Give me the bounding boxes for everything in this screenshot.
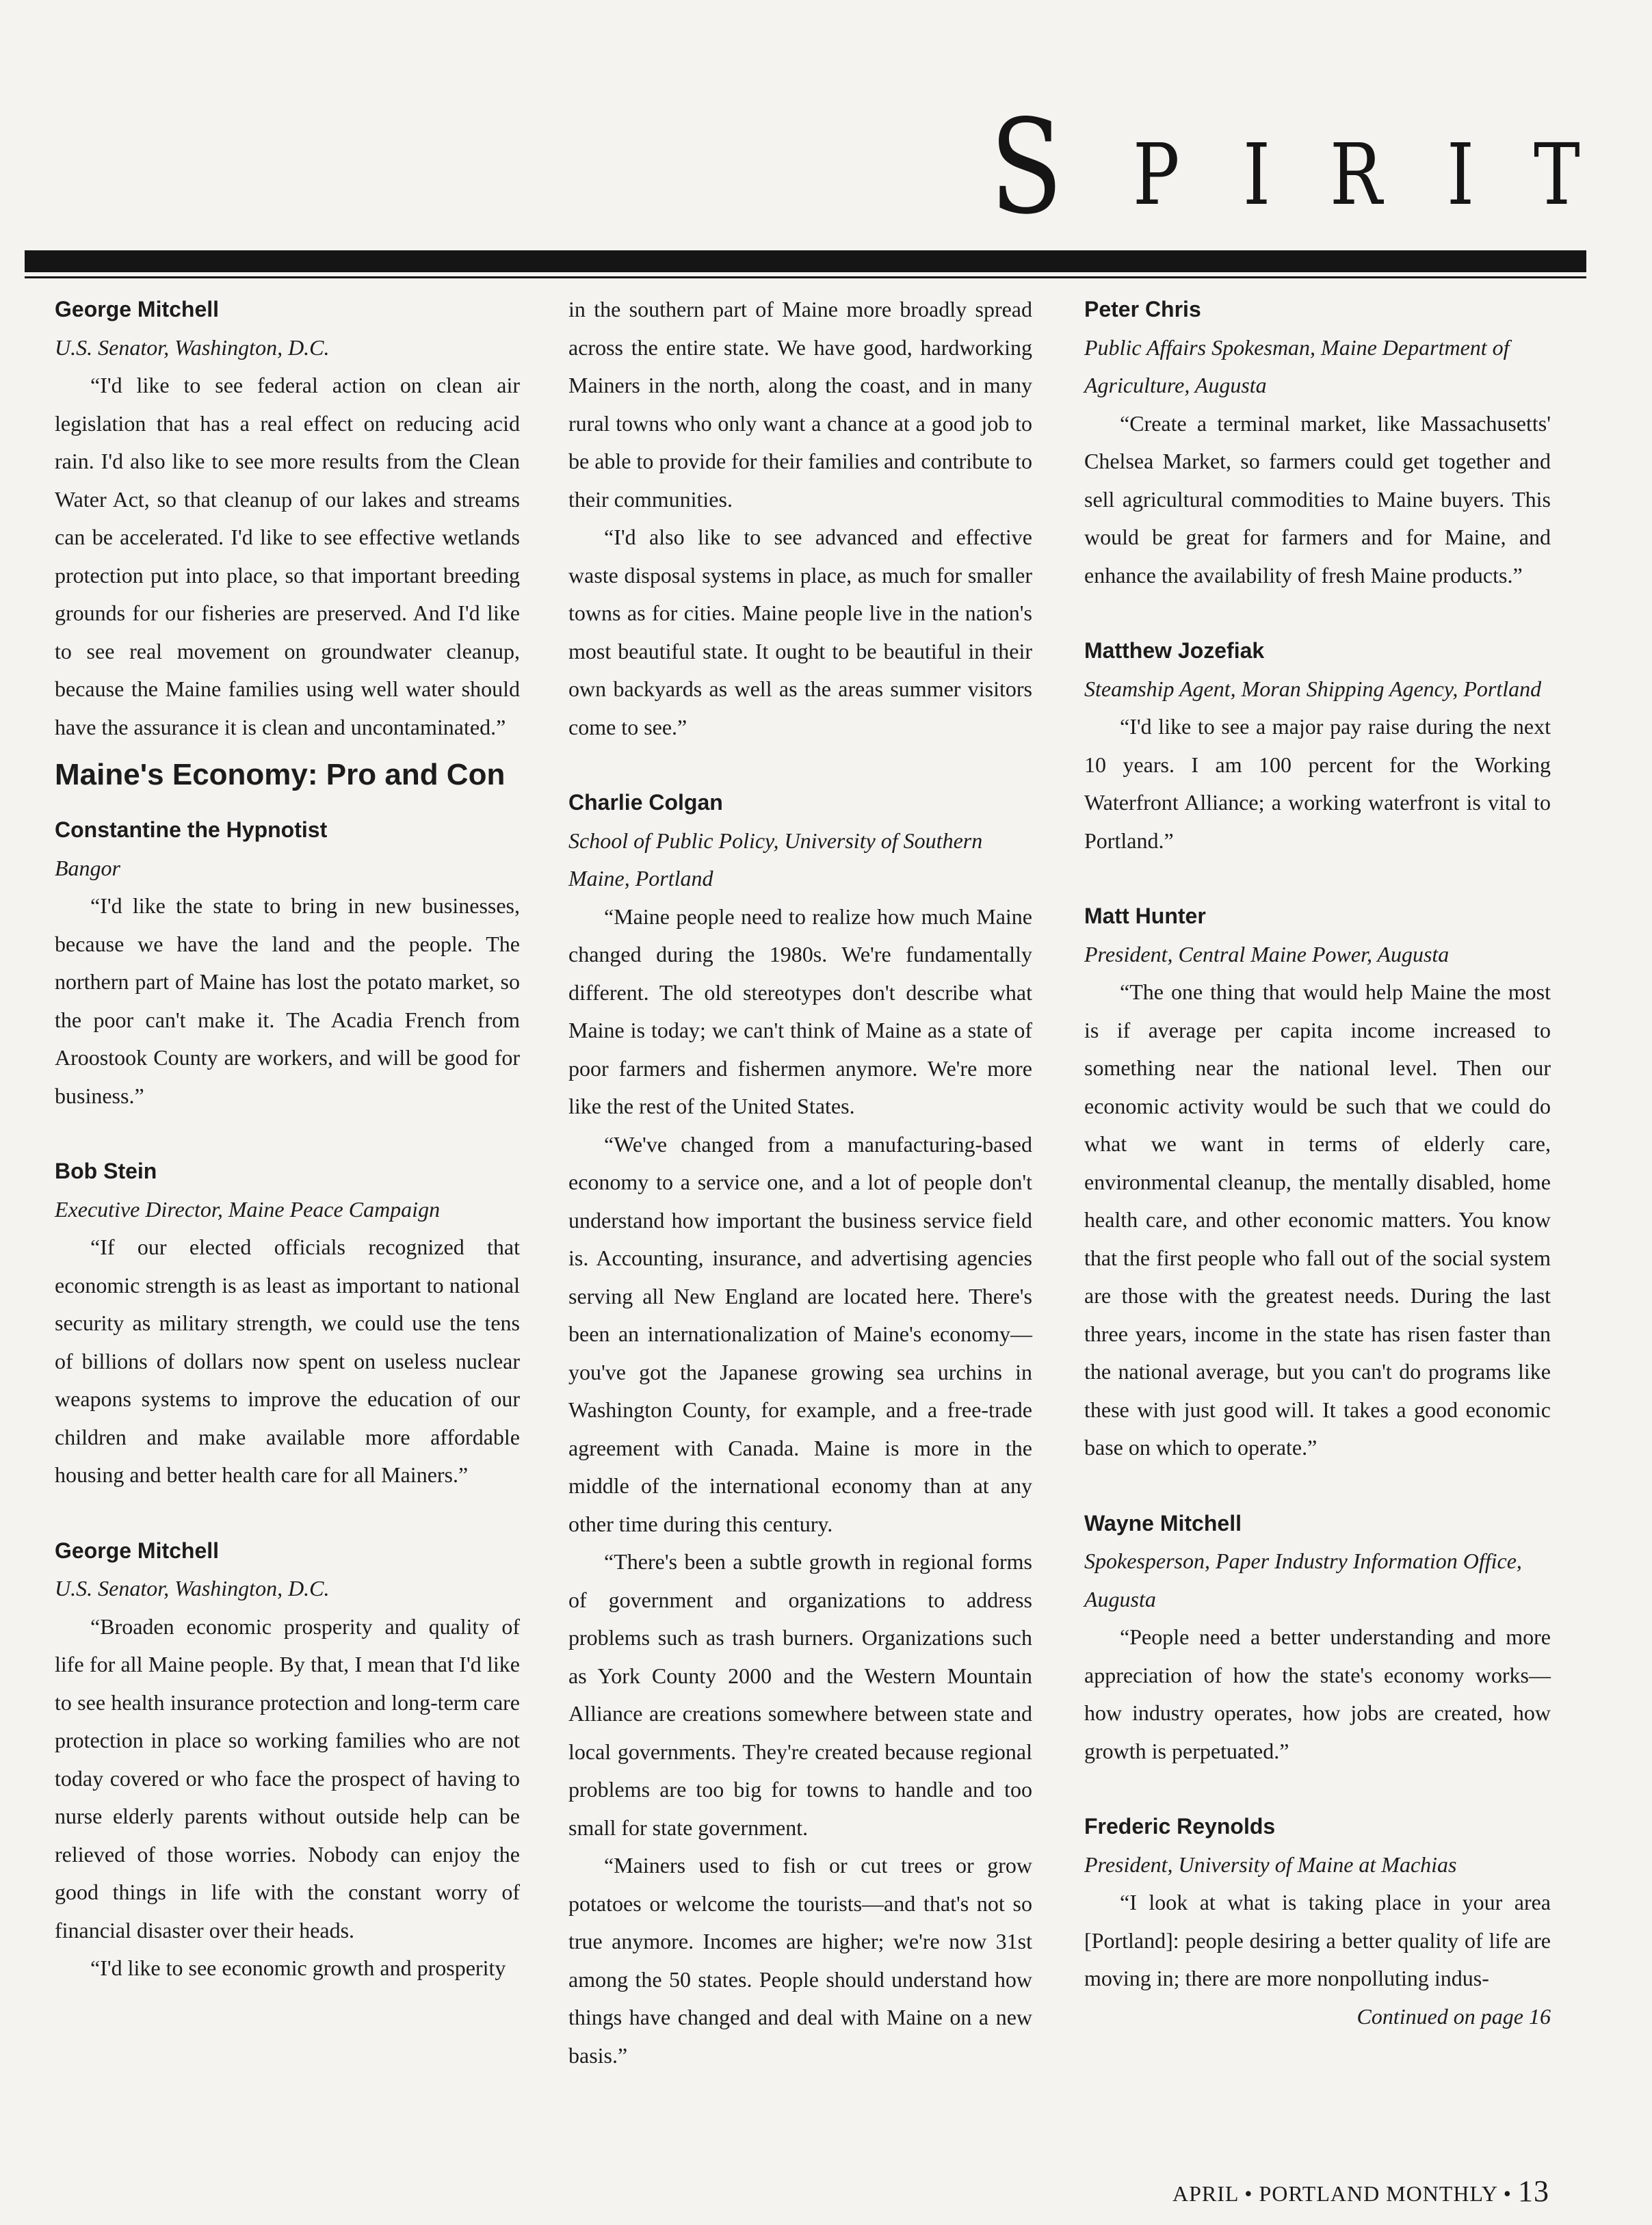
heading-letter: R xyxy=(1329,126,1382,224)
contributor-quote: “We've changed from a manufacturing-based economy to a service one, and a lot of people don't understand how important the business service field is. Accounting, insurance, and advertising agencies serving all New England are located here. There's been an internationalization of Maine's economy—you've got the Japanese growing sea urchins in Washington County, for example, and a free-trade agreement with Canada. Maine is more in the middle of the international economy than at any other time during this century. xyxy=(568,1131,1032,1536)
contributor-role: School of Public Policy, University of Southern Maine, Portland xyxy=(568,828,983,891)
contributor-name: George Mitchell xyxy=(55,1538,220,1563)
contributor-role: U.S. Senator, Washington, D.C. xyxy=(55,334,330,360)
heading-letter: T xyxy=(1534,126,1581,224)
footer-bullet: • xyxy=(1244,2181,1253,2206)
heading-letter: I xyxy=(1447,126,1475,224)
continued-on-page: Continued on page 16 xyxy=(1356,2003,1551,2029)
contributor-role: Spokesperson, Paper Industry Information Office, Augusta xyxy=(1084,1549,1522,1611)
column-2 xyxy=(568,291,1032,2075)
contributor-quote: “I'd also like to see advanced and effective waste disposal systems in place, as much for smaller towns as for cities. Maine people live in the nation's most beautiful state. It ought to be beautiful in their own backyards as well as the areas summer visitors come to see.” xyxy=(568,525,1032,739)
contributor-quote: “Maine people need to realize how much Maine changed during the 1980s. We're fundamentally different. The old stereotypes don't describe what Maine is today; we can't think of Maine as a state of poor farmers and fishermen anymore. We're more like the rest of the United States. xyxy=(568,904,1032,1118)
header-rule-thin xyxy=(25,276,1586,278)
contributor-name: Matthew Jozefiak xyxy=(1084,638,1265,663)
contributor-quote: “If our elected officials recognized that economic strength is as least as important to national security as military strength, we could use the tens of billions of dollars now spent on useless nuclear weapons systems to improve the education of our children and make available more affordable housing and better health care for all Mainers.” xyxy=(55,1235,520,1487)
heading-letter: I xyxy=(1242,126,1271,224)
contributor-name: Wayne Mitchell xyxy=(1084,1510,1242,1536)
contributor-role: Bangor xyxy=(55,855,120,880)
contributor-role: Steamship Agent, Moran Shipping Agency, Portland xyxy=(1084,676,1542,701)
contributor-quote: “The one thing that would help Maine the most is if average per capita income increased to something near the national level. Then our economic activity would be such that we could do what we want in terms of elderly care, environmental cleanup, the mentally disabled, home health care, and other economic matters. You know that the first people who fall out of the social system are those with the greatest needs. During the last three years, income in the state has risen faster than the national average, but you can't do programs like these with just good will. It takes a good economic base on which to operate.” xyxy=(1084,979,1551,1460)
contributor-quote: “Create a terminal market, like Massachusetts' Chelsea Market, so farmers could get together and sell agricultural commodities to Maine buyers. This would be great for farmers and for Maine, and enhance the availability of fresh Maine products.” xyxy=(1084,410,1551,588)
contributor-quote: “I'd like to see economic growth and prosperity xyxy=(90,1956,506,1980)
page-footer xyxy=(1172,2174,1549,2209)
contributor-role: Executive Director, Maine Peace Campaign xyxy=(55,1196,441,1222)
contributor-role: Public Affairs Spokesman, Maine Department of Agriculture, Augusta xyxy=(1084,334,1510,397)
contributor-quote: “I'd like to see federal action on clean air legislation that has a real effect on reducing acid rain. I'd also like to see more results from the Clean Water Act, so that cleanup of our lakes and streams can be accelerated. I'd like to see effective wetlands protection put into place, so that important breeding grounds for our fisheries are preserved. And I'd like to see real movement on groundwater cleanup, because the Maine families using well water should have the assurance it is clean and uncontaminated.” xyxy=(55,373,520,739)
footer-month: APRIL xyxy=(1172,2181,1239,2206)
section-heading: Maine's Economy: Pro and Con xyxy=(55,758,506,791)
contributor-name: Constantine the Hypnotist xyxy=(55,817,328,842)
page-heading-spirit xyxy=(990,92,1590,243)
heading-letter: S xyxy=(990,92,1064,243)
contributor-role: U.S. Senator, Washington, D.C. xyxy=(55,1576,330,1601)
contributor-name: Frederic Reynolds xyxy=(1084,1814,1276,1839)
contributor-name: Charlie Colgan xyxy=(568,790,723,815)
header-rule-thick xyxy=(25,250,1586,272)
footer-bullet: • xyxy=(1503,2181,1512,2206)
page-number: 13 xyxy=(1518,2174,1549,2208)
contributor-name: Bob Stein xyxy=(55,1159,157,1183)
contributor-quote: “Broaden economic prosperity and quality of life for all Maine people. By that, I mean that I'd like to see health insurance protection and long-term care protection in place so working families who are not today covered or who face the prospect of having to nurse elderly parents without outside help can be relieved of those worries. Nobody can enjoy the good things in life with the constant worry of financial disaster over their heads. xyxy=(55,1614,520,1943)
column-1 xyxy=(55,291,520,1988)
contributor-quote: “Mainers used to fish or cut trees or grow potatoes or welcome the tourists—and that's not so true anymore. Incomes are higher; we're now 31st among the 50 states. People should understand how things have changed and deal with Maine on a new basis.” xyxy=(568,1853,1032,2068)
heading-letter: P xyxy=(1132,126,1179,224)
contributor-quote: “I'd like to see a major pay raise during the next 10 years. I am 100 percent for the Working Waterfront Alliance; a working waterfront is vital to Portland.” xyxy=(1084,714,1551,853)
footer-publication: PORTLAND MONTHLY xyxy=(1259,2181,1497,2206)
continued-text: in the southern part of Maine more broadly spread across the entire state. We have good, hardworking Mainers in the north, along the coast, and in many rural towns who only want a chance at a good job to be able to provide for their families and contribute to their communities. xyxy=(568,297,1032,512)
contributor-quote: “People need a better understanding and more appreciation of how the state's economy works—how industry operates, how jobs are created, how growth is perpetuated.” xyxy=(1084,1624,1551,1763)
contributor-quote: “I look at what is taking place in your area [Portland]: people desiring a better quality of life are moving in; there are more nonpolluting indus- xyxy=(1084,1890,1551,1990)
contributor-name: George Mitchell xyxy=(55,297,220,321)
contributor-role: President, University of Maine at Machias xyxy=(1084,1852,1457,1877)
contributor-name: Matt Hunter xyxy=(1084,904,1206,928)
contributor-quote: “There's been a subtle growth in regional forms of government and organizations to address problems such as trash burners. Organizations such as York County 2000 and the Western Mountain Alliance are creations somewhere between state and local governments. They're created because regional problems are too big for towns to handle and too small for state government. xyxy=(568,1549,1032,1840)
contributor-role: President, Central Maine Power, Augusta xyxy=(1084,941,1450,966)
column-3 xyxy=(1084,291,1551,2036)
contributor-quote: “I'd like the state to bring in new businesses, because we have the land and the people. The northern part of Maine has lost the potato market, so the poor can't make it. The Acadia French from Aroostook County are workers, and will be good for business.” xyxy=(55,893,520,1108)
contributor-name: Peter Chris xyxy=(1084,297,1201,321)
